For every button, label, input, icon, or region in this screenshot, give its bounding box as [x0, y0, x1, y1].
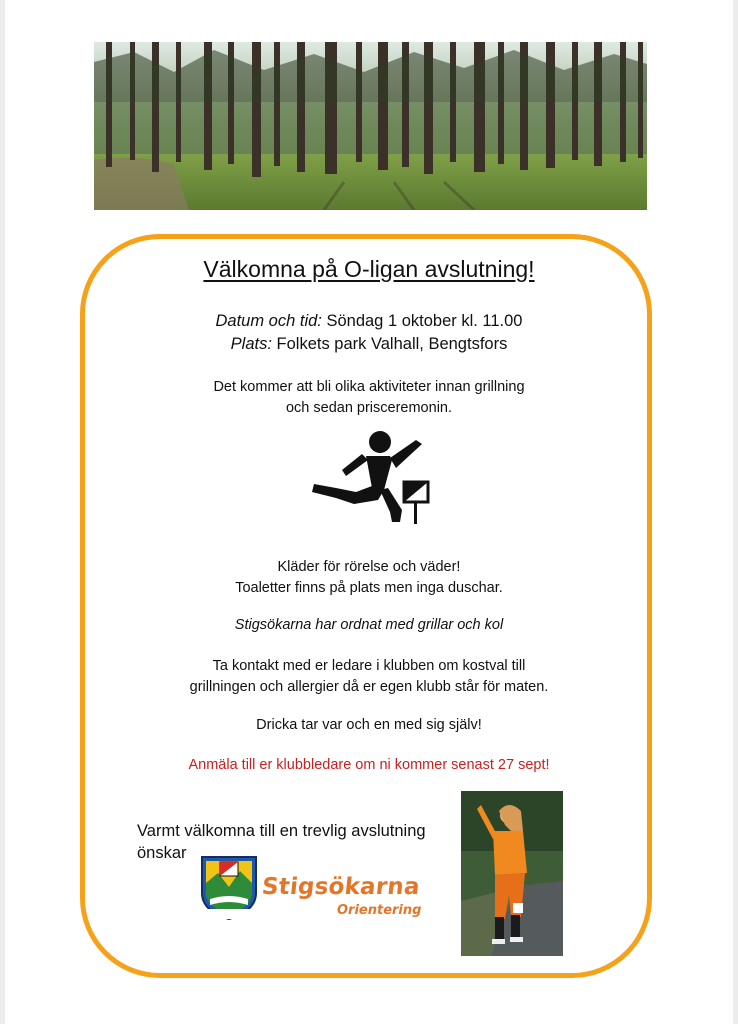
place-label: Plats:: [230, 335, 272, 353]
signup-line: Anmäla till er klubbledare om ni kommer senast 27 sept!: [188, 757, 550, 773]
date-line: [80, 312, 658, 331]
page-edge-left: [0, 0, 5, 1024]
toilets-line: Toaletter finns på plats men inga duschar.: [235, 580, 503, 596]
clothes-paragraph: [80, 557, 658, 599]
activities-line-1: Det kommer att bli olika aktiviteter innan grillning: [213, 379, 525, 395]
clothes-line: Kläder för rörelse och väder!: [277, 559, 461, 575]
welcome-paragraph: [137, 820, 457, 864]
contact-line-2: grillningen och allergier då er egen klubb står för maten.: [189, 679, 549, 695]
contact-line-1: Ta kontakt med er ledare i klubben om kostval till: [212, 658, 526, 674]
date-label: Datum och tid:: [215, 312, 322, 330]
welcome-line-2: önskar: [137, 844, 187, 862]
drink-line: Dricka tar var och en med sig själv!: [256, 717, 482, 733]
grill-line: Stigsökarna har ordnat med grillar och kol: [234, 617, 504, 633]
date-value: Söndag 1 oktober kl. 11.00: [321, 312, 523, 330]
page-title: Välkomna på O-ligan avslutning!: [203, 256, 535, 282]
orienteering-runner-icon: [306, 430, 434, 530]
runner-photo: [461, 791, 563, 956]
contact-paragraph: [80, 656, 658, 698]
welcome-line-1: Varmt välkomna till en trevlig avslutning: [137, 822, 426, 840]
club-logo-name: Stigsökarna: [260, 874, 422, 900]
club-logo-subtitle: Orientering: [337, 903, 422, 918]
club-emblem-logo: [198, 853, 260, 921]
activities-paragraph: [80, 377, 658, 419]
activities-line-2: och sedan prisceremonin.: [285, 400, 453, 416]
page-edge-right: [733, 0, 738, 1024]
place-value: Folkets park Valhall, Bengtsfors: [271, 335, 508, 353]
place-line: [80, 335, 658, 354]
forest-header-image: [94, 42, 647, 210]
